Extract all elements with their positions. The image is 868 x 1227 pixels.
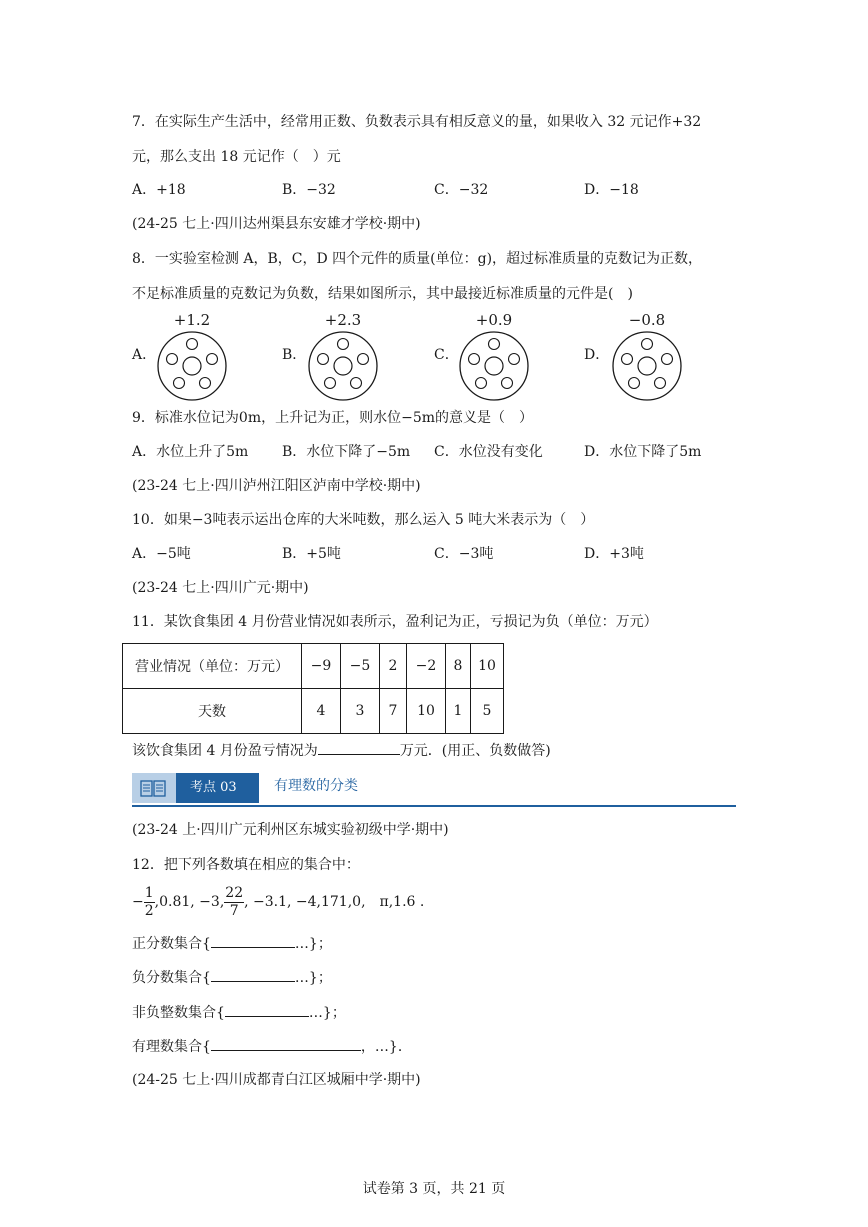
table-cell: 10 — [471, 644, 504, 689]
table-cell: 4 — [302, 689, 341, 734]
q11-line1: 11．某饮食集团 4 月份营业情况如表所示，盈利记为正，亏损记为负（单位：万元） — [132, 614, 658, 630]
q7-option-a: A．+18 — [132, 182, 186, 198]
source-q8: (24-25 七上·四川达州渠县东安雄才学校·期中) — [132, 216, 421, 232]
q10-option-d: D．+3吨 — [584, 546, 644, 562]
q7-option-c: C．−32 — [434, 182, 489, 198]
q12-set-rationals — [132, 1036, 412, 1057]
set-label: 非负整数集合{ — [132, 1005, 225, 1021]
table-cell: −5 — [341, 644, 380, 689]
table-cell: 1 — [446, 689, 471, 734]
source-q13: (24-25 七上·四川成都青白江区城厢中学·期中) — [132, 1072, 421, 1088]
q11-answer-prefix: 该饮食集团 4 月份盈亏情况为 — [132, 743, 318, 759]
set-end: …}； — [294, 970, 332, 986]
answer-blank[interactable] — [225, 1002, 309, 1017]
page-footer: 试卷第 3 页，共 21 页 — [362, 1181, 506, 1197]
q9-line1: 9．标准水位记为0m，上升记为正，则水位−5m的意义是（ ） — [132, 410, 534, 426]
q11-answer-suffix: 万元．(用正、负数做答) — [399, 743, 551, 759]
q10-option-b: B．+5吨 — [282, 546, 341, 562]
number-list-tail: , −3.1, −4,171,0, π,1.6 . — [244, 894, 425, 910]
q8-line2: 不足标准质量的克数记为负数，结果如图所示，其中最接近标准质量的元件是( ) — [132, 286, 633, 302]
table-cell: 3 — [341, 689, 380, 734]
q7-line2: 元，那么支出 18 元记作（ ）元 — [132, 149, 341, 165]
fraction-denominator: 2 — [144, 902, 154, 919]
q8-figure-d-letter: D． — [584, 347, 610, 363]
q8-figure-a-letter: A． — [132, 347, 157, 363]
section-title: 有理数的分类 — [274, 778, 358, 794]
table-row — [123, 644, 504, 689]
set-label: 负分数集合{ — [132, 970, 211, 986]
answer-blank[interactable] — [211, 1036, 361, 1051]
set-end: …}； — [308, 1005, 346, 1021]
number-list-middle: ,0.81, −3, — [154, 894, 225, 910]
q9-option-b: B．水位下降了−5m — [282, 444, 411, 460]
set-end: …}； — [294, 936, 332, 952]
set-label: 有理数集合{ — [132, 1039, 211, 1055]
set-label: 正分数集合{ — [132, 936, 211, 952]
q8-figure-a-value: +1.2 — [173, 311, 211, 329]
table-cell: −9 — [302, 644, 341, 689]
answer-blank[interactable] — [211, 967, 295, 982]
table-cell: 5 — [471, 689, 504, 734]
q12-set-positive-fractions — [132, 933, 332, 954]
source-q11: (23-24 七上·四川广元·期中) — [132, 580, 309, 596]
q8-figure-c-value: +0.9 — [475, 311, 513, 329]
table-cell: 7 — [380, 689, 407, 734]
fraction — [224, 885, 244, 920]
fraction-numerator: 22 — [225, 884, 244, 901]
table-header-cell: 营业情况（单位：万元） — [123, 644, 302, 689]
fraction — [144, 885, 155, 920]
q8-line1: 8．一实验室检测 A，B，C，D 四个元件的质量(单位：g)，超过标准质量的克数记为正数， — [132, 251, 703, 267]
q12-set-nonnegative-integers — [132, 1002, 346, 1023]
set-end: ，…}． — [360, 1039, 412, 1055]
answer-blank[interactable] — [211, 933, 295, 948]
business-table — [122, 643, 504, 734]
q8-figure-b-value: +2.3 — [324, 311, 362, 329]
table-cell: −2 — [407, 644, 446, 689]
q7-option-d: D．−18 — [584, 182, 639, 198]
component-disc-icon — [458, 330, 530, 402]
table-cell: 8 — [446, 644, 471, 689]
table-cell: 10 — [407, 689, 446, 734]
q8-figure-b-letter: B． — [282, 347, 307, 363]
q10-option-c: C．−3吨 — [434, 546, 494, 562]
q12-line1: 12．把下列各数填在相应的集合中： — [132, 857, 360, 873]
fraction-denominator: 7 — [229, 902, 239, 919]
source-q10: (23-24 七上·四川泸州江阳区泸南中学校·期中) — [132, 478, 421, 494]
q9-option-d: D．水位下降了5m — [584, 444, 702, 460]
section-code: 考点 03 — [190, 780, 237, 795]
table-row — [123, 689, 504, 734]
q8-figure-c-letter: C． — [434, 347, 459, 363]
section-book-icon — [132, 773, 176, 803]
component-disc-icon — [611, 330, 683, 402]
q8-figure-d-value: −0.8 — [628, 311, 666, 329]
q11-answer-line — [132, 740, 551, 761]
section-divider — [132, 805, 736, 807]
q12-number-list — [132, 884, 424, 920]
q12-set-negative-fractions — [132, 967, 332, 988]
table-header-cell: 天数 — [123, 689, 302, 734]
q9-option-c: C．水位没有变化 — [434, 444, 543, 460]
q10-line1: 10．如果−3吨表示运出仓库的大米吨数，那么运入 5 吨大米表示为（ ） — [132, 512, 595, 528]
q10-option-a: A．−5吨 — [132, 546, 191, 562]
q7-line1: 7．在实际生产生活中，经常用正数、负数表示具有相反意义的量，如果收入 32 元记作+32 — [132, 114, 702, 130]
component-disc-icon — [307, 330, 379, 402]
q9-option-a: A．水位上升了5m — [132, 444, 249, 460]
source-q12: (23-24 上·四川广元利州区东城实验初级中学·期中) — [132, 822, 449, 838]
component-disc-icon — [156, 330, 228, 402]
fraction-numerator: 1 — [144, 884, 154, 901]
q7-option-b: B．−32 — [282, 182, 336, 198]
answer-blank[interactable] — [318, 740, 400, 755]
minus-sign: − — [132, 894, 144, 910]
table-cell: 2 — [380, 644, 407, 689]
